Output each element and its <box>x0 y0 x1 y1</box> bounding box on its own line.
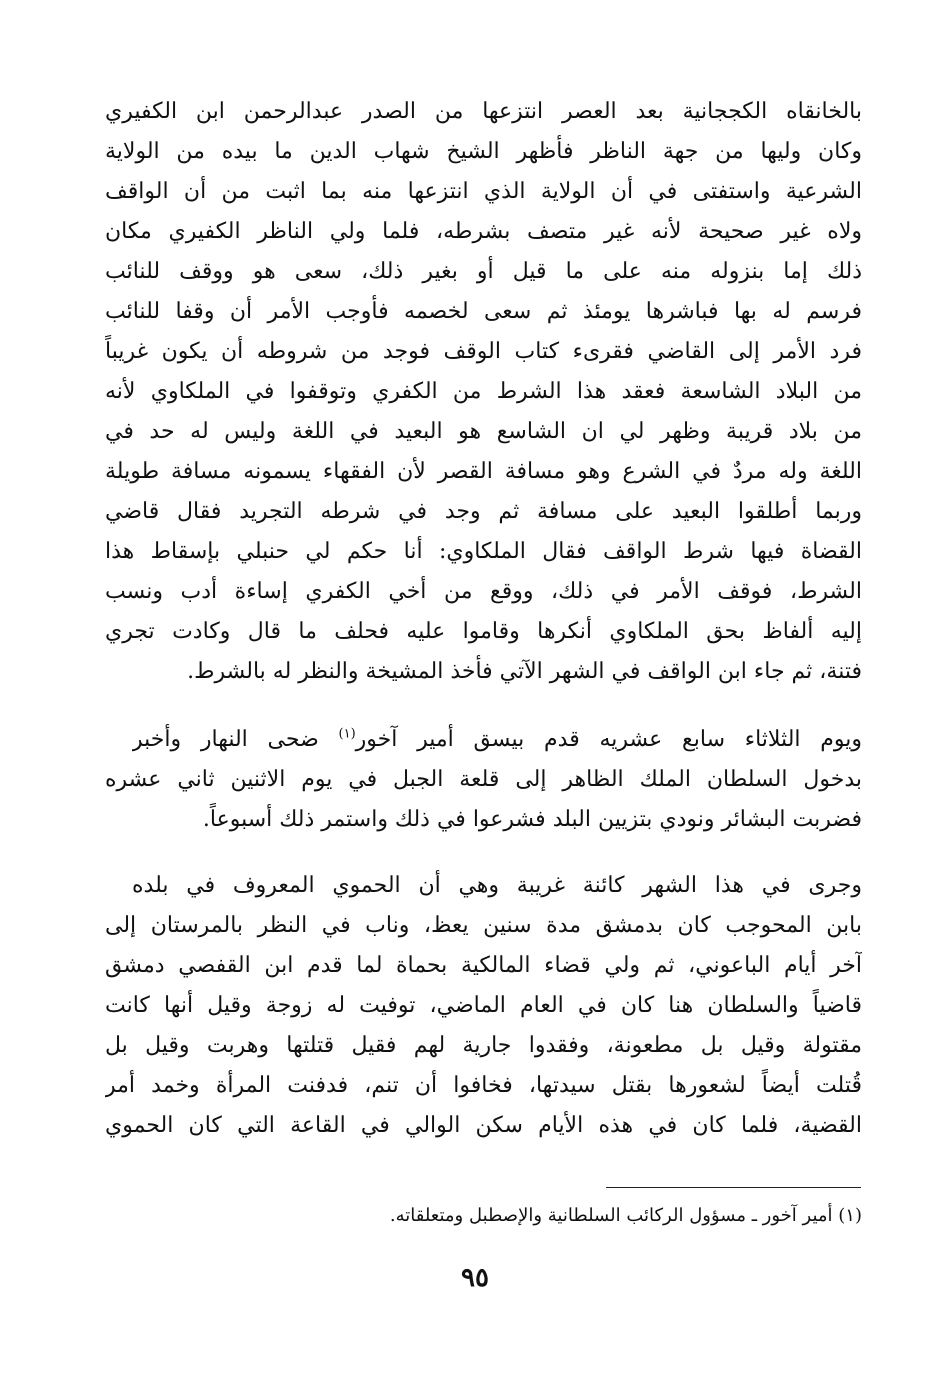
text-segment: ضحى النهار وأخبر <box>132 727 319 752</box>
footnote <box>300 1199 862 1233</box>
text-line: وجرى في هذا الشهر كائنة غريبة وهي أن الحموي المعروف في بلده <box>132 873 862 898</box>
text-line-with-footnote <box>132 720 862 760</box>
text-line: القضية، فلما كان في هذه الأيام سكن الوالي في القاعة التي كان الحموي <box>105 1113 862 1138</box>
text-line: الشرط، فوقف الأمر في ذلك، ووقع من أخي الكفري إساءة أدب ونسب <box>105 579 862 604</box>
page-number: ٩٥ <box>461 1263 489 1293</box>
text-line: فضربت البشائر ونودي بتزيين البلد فشرعوا في ذلك واستمر ذلك أسبوعاً. <box>202 807 862 832</box>
footnote-text: أمير آخور ـ مسؤول الركائب السلطانية والإصطبل ومتعلقاته. <box>389 1205 833 1226</box>
text-line: اللغة وله مردٌ في الشرع وهو مسافة القصر لأن الفقهاء يسمونه مسافة طويلة <box>105 459 862 484</box>
text-line: مقتولة وقيل بل مطعونة، وفقدوا جارية لهم فقيل قتلتها وهربت وقيل بل <box>105 1033 862 1058</box>
text-line: ولاه غير صحيحة لأنه غير متصف بشرطه، فلما ولي الناظر الكفيري مكان <box>105 219 862 244</box>
text-line: وربما أطلقوا البعيد على مسافة ثم وجد في شرطه التجريد فقال قاضي <box>105 499 862 524</box>
text-line: آخر أيام الباعوني، ثم ولي قضاء المالكية بحماة لما قدم ابن القفصي دمشق <box>105 953 862 978</box>
text-line: بالخانقاه الكججانية بعد العصر انتزعها من الصدر عبدالرحمن ابن الكفيري <box>105 99 862 124</box>
text-line: فرد الأمر إلى القاضي فقرىء كتاب الوقف فوجد من شروطه أن يكون غريباً <box>105 339 862 364</box>
text-line: فتنة، ثم جاء ابن الواقف في الشهر الآتي فأخذ المشيخة والنظر له بالشرط. <box>187 659 862 684</box>
text-line: بابن المحوجب كان بدمشق مدة سنين يعظ، وناب في النظر بالمرستان إلى <box>105 913 862 938</box>
footnote-marker: (١) <box>338 726 356 742</box>
text-line: قُتلت أيضاً لشعورها بقتل سيدتها، فخافوا أن تنم، فدفنت المرأة وخمد أمر <box>105 1073 862 1098</box>
text-segment: ويوم الثلاثاء سابع عشريه قدم بيسق أمير آخور <box>355 727 862 752</box>
text-line: من بلاد قريبة وظهر لي ان الشاسع هو البعيد في اللغة وليس له حد في <box>105 419 862 444</box>
text-line: من البلاد الشاسعة فعقد هذا الشرط من الكفري وتوقفوا في الملكاوي لأنه <box>105 379 862 404</box>
text-line: فرسم له بها فباشرها يومئذ ثم سعى لخصمه فأوجب الأمر أن وقفا للنائب <box>105 299 862 324</box>
footnote-number: (١) <box>838 1205 862 1226</box>
footnote-divider <box>606 1187 861 1188</box>
text-line: وكان وليها من جهة الناظر فأظهر الشيخ شهاب الدين ما بيده من الولاية <box>105 139 862 164</box>
text-line: الشرعية واستفتى في أن الولاية الذي انتزعها منه بما اثبت من أن الواقف <box>105 179 862 204</box>
text-line: قاضياً والسلطان هنا كان في العام الماضي، توفيت له زوجة وقيل أنها كانت <box>105 993 862 1018</box>
text-line: بدخول السلطان الملك الظاهر إلى قلعة الجبل في يوم الاثنين ثاني عشره <box>105 767 862 792</box>
text-line: إليه ألفاظ بحق الملكاوي أنكرها وقاموا عليه فحلف ما قال وكادت تجري <box>105 619 862 644</box>
text-line: ذلك إما بنزوله منه على ما قيل أو بغير ذلك، سعى هو ووقف للنائب <box>105 259 862 284</box>
text-line: القضاة فيها شرط الواقف فقال الملكاوي: أنا حكم لي حنبلي بإسقاط هذا <box>105 539 862 564</box>
